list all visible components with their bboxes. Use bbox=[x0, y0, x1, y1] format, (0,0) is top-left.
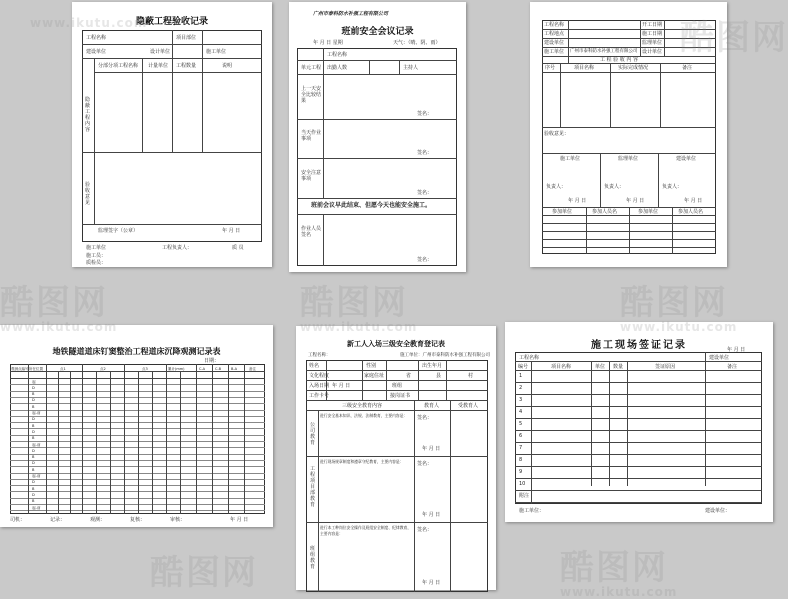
content-1: 进行安全基本知识、法规、法制教育，主要内容是： bbox=[320, 413, 408, 418]
sub-title: 工 程 验 收 内 容 bbox=[600, 57, 638, 63]
settlement-row-label: D bbox=[32, 461, 35, 466]
h-reason: 签证原因 bbox=[655, 364, 676, 370]
side-opinion: 验收意见 bbox=[85, 182, 91, 206]
settlement-record-sheet bbox=[0, 325, 273, 527]
sign-date-3: 年 月 日 bbox=[422, 580, 441, 586]
settlement-row-label: D bbox=[32, 429, 35, 434]
h-cb: C-B bbox=[215, 367, 221, 371]
visa-row-number: 1 bbox=[519, 373, 523, 379]
project-check-sheet bbox=[530, 2, 727, 267]
participant-1: 参加单位 bbox=[552, 209, 573, 215]
visa-row-number: 7 bbox=[519, 445, 523, 451]
watermark-url: www.ikutu.com bbox=[0, 320, 118, 334]
settlement-row-label: B bbox=[32, 499, 35, 504]
sheet-title: 班前安全会议记录 bbox=[341, 27, 414, 37]
settlement-row-label: D bbox=[32, 398, 35, 403]
signer-4: 签名： bbox=[417, 257, 433, 263]
county: 县 bbox=[436, 373, 442, 379]
level-2: 工程项目部教育 bbox=[310, 466, 316, 508]
foot-qc: 质 员 bbox=[232, 245, 244, 251]
work-no-label: 工作卡号 bbox=[309, 393, 330, 399]
name-label: 姓名 bbox=[309, 363, 320, 369]
sign-2: 监理单位 bbox=[618, 156, 639, 162]
watermark-url: www.ikutu.com bbox=[300, 320, 418, 334]
village: 村 bbox=[468, 373, 474, 379]
sign-2: 签名： bbox=[417, 461, 433, 467]
opinion-label: 验收意见： bbox=[544, 131, 570, 137]
sign-3: 建设单位 bbox=[676, 156, 697, 162]
hidden-acceptance-sheet bbox=[72, 2, 272, 267]
h-p1: 点1 bbox=[60, 367, 66, 371]
watermark-logo bbox=[560, 540, 677, 599]
field-r-2: 监理单位 bbox=[642, 40, 663, 46]
side-content: 隐蔽工程内容 bbox=[85, 97, 91, 133]
settlement-row-label: B bbox=[32, 423, 35, 428]
team-label: 单元工程 bbox=[301, 65, 322, 71]
person-1: 负责人： bbox=[546, 184, 567, 190]
watermark-brand: 酷图网 bbox=[300, 283, 408, 323]
col-amount: 工程数量 bbox=[176, 63, 197, 69]
visa-row-number: 2 bbox=[519, 385, 523, 391]
construct-unit-label: 施工单位 bbox=[206, 49, 227, 55]
company-value: 广州市泰科防水补强工程有限公司 bbox=[570, 49, 638, 54]
foot-0: 司机： bbox=[10, 517, 26, 523]
visa-row-number: 6 bbox=[519, 433, 523, 439]
meeting-date: 年 月 日 星期 bbox=[313, 40, 343, 46]
sheet-title: 隐蔽工程验收记录 bbox=[135, 17, 208, 27]
watermark-logo bbox=[150, 545, 258, 594]
participant-2: 参加人员名 bbox=[592, 209, 618, 215]
col-note: 说明 bbox=[222, 63, 233, 69]
content-2: 进行现场规章制度和遵章守纪教育，主要内容是： bbox=[320, 459, 404, 464]
edu-label: 文化程度 bbox=[309, 373, 330, 379]
field-2: 建设单位 bbox=[544, 40, 565, 46]
visa-row-number: 附注 bbox=[519, 493, 530, 499]
settlement-row-label: D bbox=[32, 492, 35, 497]
settlement-row-label: D bbox=[32, 385, 35, 390]
foot-construct: 施工单位 bbox=[86, 245, 107, 251]
workers-label: 作业人员签名 bbox=[301, 226, 322, 238]
safety-education-sheet bbox=[296, 326, 496, 590]
col-qty: 计量单位 bbox=[148, 63, 169, 69]
col-item: 项目名称 bbox=[574, 65, 595, 71]
participant-3: 参加单位 bbox=[638, 209, 659, 215]
foot-5: 年 月 日 bbox=[230, 517, 249, 523]
settlement-row-label: D bbox=[32, 480, 35, 485]
foot-leader: 工程负责人： bbox=[162, 245, 193, 251]
attend-label: 出勤人数 bbox=[327, 65, 348, 71]
field-1: 工程地点 bbox=[544, 31, 565, 37]
col-no: 序号 bbox=[545, 65, 556, 71]
watermark-brand: 酷图网 bbox=[620, 283, 728, 323]
h-no: 编号 bbox=[518, 364, 529, 370]
build-label: 建设单位 bbox=[709, 355, 730, 361]
field-r-1: 施工日期 bbox=[642, 31, 663, 37]
gender-label: 性别 bbox=[366, 363, 377, 369]
h-content: 三级安全教育内容 bbox=[342, 403, 383, 409]
date-value: 年 月 日 bbox=[332, 383, 351, 389]
row-today: 当天作业事项 bbox=[301, 130, 322, 142]
sign-1: 签名： bbox=[417, 415, 433, 421]
safety-meeting-sheet bbox=[289, 2, 466, 272]
h-ba: B-A bbox=[231, 367, 237, 371]
date-label: 入场日期 bbox=[309, 383, 330, 389]
visa-row-number: 3 bbox=[519, 397, 523, 403]
settlement-row-label: 起-前 bbox=[32, 474, 41, 478]
project-label: 工程名称 bbox=[327, 52, 348, 58]
watermark-brand: 酷图网 bbox=[680, 18, 788, 58]
visa-row-number: 9 bbox=[519, 469, 523, 475]
col-sub: 分部分项工程名称 bbox=[98, 63, 139, 69]
check-part-label: 项目部位 bbox=[176, 35, 197, 41]
sign-date-1: 年 月 日 bbox=[422, 446, 441, 452]
foot-inspector: 质检员： bbox=[86, 260, 107, 266]
sheet-title: 地铁隧道道床钉窦整治工程道床沉降观测记录表 bbox=[52, 346, 221, 356]
watermark-brand: 酷图网 bbox=[0, 283, 108, 323]
job-label: 接岗证书 bbox=[390, 393, 411, 399]
sign-date: 年 月 日 bbox=[222, 228, 241, 234]
h-ca: C-A bbox=[199, 367, 206, 371]
foot-2: 观测： bbox=[90, 517, 106, 523]
province: 省 bbox=[406, 373, 412, 379]
visa-row-number: 8 bbox=[519, 457, 523, 463]
date-2: 年 月 日 bbox=[626, 198, 645, 204]
field-r-0: 开工日期 bbox=[642, 22, 663, 28]
company-label: 施工单位：广州市泰科防水补强工程有限公司 bbox=[400, 353, 490, 358]
h-note: 备注 bbox=[249, 367, 256, 371]
foot-worker: 施工员： bbox=[86, 253, 107, 259]
foot-1: 记录： bbox=[50, 517, 66, 523]
slogan: 班前会议早此结束、但愿今天也能安全施工。 bbox=[311, 202, 432, 209]
field-r-3: 设计单位 bbox=[642, 49, 663, 55]
foot-4: 审核： bbox=[170, 517, 186, 523]
settlement-row-label: B bbox=[32, 455, 35, 460]
level-3: 班组教育 bbox=[310, 546, 316, 570]
sign-3: 签名： bbox=[417, 527, 433, 533]
settlement-row-label: 起-前 bbox=[32, 442, 41, 447]
project-name-label: 工程名称 bbox=[86, 35, 107, 41]
signer-1: 签名： bbox=[417, 111, 433, 117]
foot-construct: 施工单位： bbox=[519, 508, 545, 514]
class-label: 班组 bbox=[392, 383, 403, 389]
settlement-row-label: B bbox=[32, 486, 35, 491]
birth-label: 出生年月 bbox=[422, 363, 443, 369]
foot-build: 建设单位： bbox=[705, 508, 731, 514]
watermark-url: www.ikutu.com bbox=[30, 16, 148, 30]
supervisor-sign: 监理签字（公章） bbox=[98, 228, 139, 234]
participant-4: 参加人员名 bbox=[678, 209, 704, 215]
watermark-brand: 酷图网 bbox=[150, 553, 258, 593]
project-label: 工程名称： bbox=[308, 353, 331, 358]
h-p2: 点2 bbox=[100, 367, 106, 371]
date-label: 日期： bbox=[204, 358, 220, 364]
row-yesterday: 上一天安全比较结果 bbox=[301, 86, 322, 104]
project-label: 工程名称 bbox=[519, 355, 540, 361]
col-note: 备注 bbox=[682, 65, 693, 71]
settlement-row-label: 起-前 bbox=[32, 505, 41, 510]
watermark-url: www.ikutu.com bbox=[560, 585, 678, 599]
h-p3: 点3 bbox=[142, 367, 148, 371]
person-3: 负责人： bbox=[662, 184, 683, 190]
host-label: 主持人 bbox=[403, 65, 419, 71]
settlement-row-label: D bbox=[32, 417, 35, 422]
row-attention: 安全注意事项 bbox=[301, 170, 322, 182]
date-1: 年 月 日 bbox=[568, 198, 587, 204]
watermark-url: www.ikutu.com bbox=[620, 320, 738, 334]
h-sum: 累计(mm) bbox=[168, 367, 185, 371]
date-3: 年 月 日 bbox=[684, 198, 703, 204]
settlement-row-label: 起 bbox=[32, 379, 36, 384]
settlement-row-label: B bbox=[32, 404, 35, 409]
col-result: 实际完成情况 bbox=[618, 65, 649, 71]
h-pos: 所在位置 bbox=[29, 367, 43, 371]
settlement-row-label: B bbox=[32, 392, 35, 397]
person-2: 负责人： bbox=[604, 184, 625, 190]
meeting-weather: 天气：（晴、阴、雨） bbox=[393, 40, 441, 46]
settlement-row-label: 起-前 bbox=[32, 411, 41, 415]
level-1: 公司教育 bbox=[310, 422, 316, 446]
settlement-row-label: B bbox=[32, 436, 35, 441]
field-3: 施工单位 bbox=[544, 49, 565, 55]
h-obs: 观测点编号 bbox=[11, 367, 29, 371]
site-visa-sheet bbox=[505, 322, 773, 522]
content-3: 进行本工种岗位安全操作及班组安全制度、纪律教育，主要内容是： bbox=[320, 525, 412, 536]
h-note: 备注 bbox=[727, 364, 738, 370]
sheet-title: 新工人入场三级安全教育登记表 bbox=[347, 339, 445, 348]
watermark-brand: 酷图网 bbox=[560, 548, 668, 588]
h-qty: 数量 bbox=[613, 364, 624, 370]
settlement-row-label: B bbox=[32, 467, 35, 472]
visa-row-number: 4 bbox=[519, 409, 523, 415]
company-header: 广州市泰科防水补强工程有限公司 bbox=[313, 11, 389, 17]
foot-3: 复核： bbox=[130, 517, 146, 523]
sign-1: 施工单位 bbox=[560, 156, 581, 162]
h-student: 受教育人 bbox=[458, 403, 479, 409]
home-label: 家庭住址 bbox=[364, 373, 385, 379]
field-0: 工程名称 bbox=[544, 22, 565, 28]
visa-row-number: 10 bbox=[519, 481, 526, 487]
signer-3: 签名： bbox=[417, 190, 433, 196]
h-teacher: 教育人 bbox=[424, 403, 440, 409]
settlement-row-label: D bbox=[32, 448, 35, 453]
sign-date-2: 年 月 日 bbox=[422, 512, 441, 518]
visa-row-number: 5 bbox=[519, 421, 523, 427]
build-unit-label: 建设单位 bbox=[86, 49, 107, 55]
h-item: 项目名称 bbox=[551, 364, 572, 370]
signer-2: 签名： bbox=[417, 150, 433, 156]
sheet-title: 施工现场签证记录 bbox=[591, 340, 687, 351]
design-unit-label: 设计单位 bbox=[150, 49, 171, 55]
visa-date: 年 月 日 bbox=[727, 347, 746, 353]
h-unit: 单位 bbox=[595, 364, 606, 370]
